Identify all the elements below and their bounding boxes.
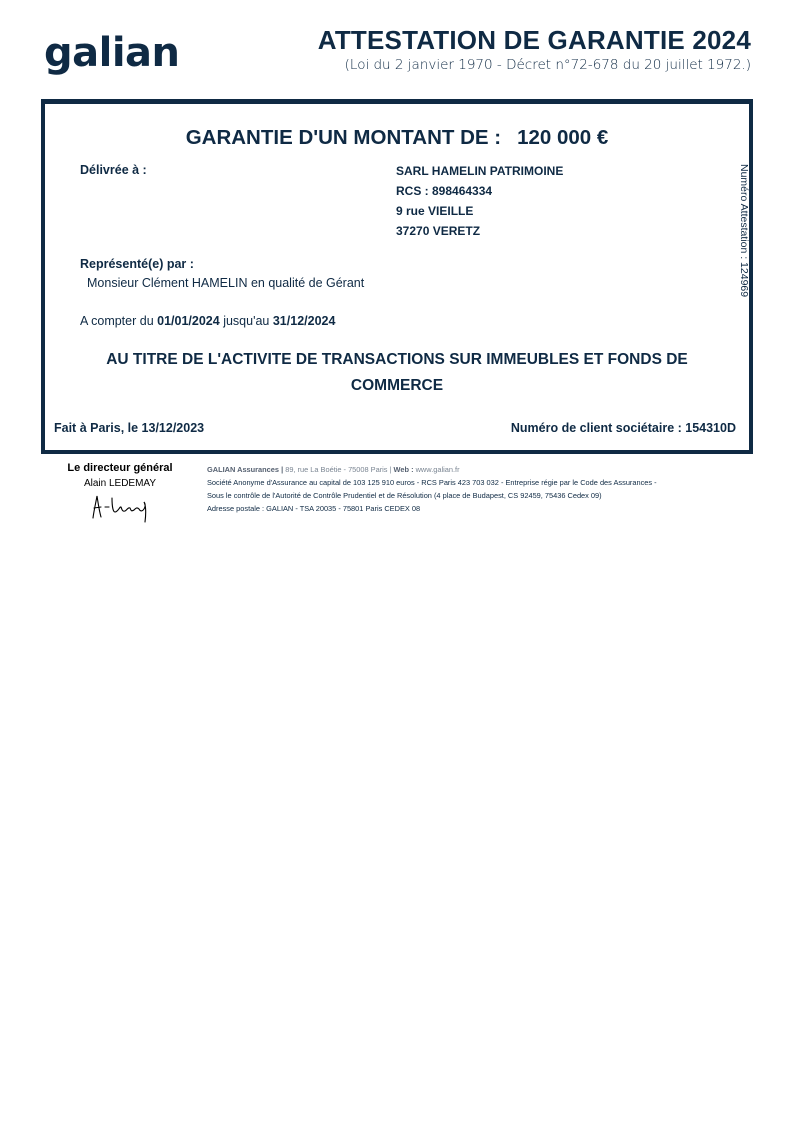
legal-address: 89, rue La Boétie - 75008 Paris |: [285, 465, 392, 474]
legal-line-1: [207, 463, 755, 476]
legal-web-link[interactable]: www.galian.fr: [415, 465, 460, 474]
legal-web-label: Web :: [393, 465, 414, 474]
legal-mentions: [207, 463, 755, 515]
amount-value: 120 000 €: [517, 126, 609, 149]
legal-line-3: Sous le contrôle de l'Autorité de Contrôle Prudentiel et de Résolution (4 place de Budapest, CS 92459, 75436 Cedex 09): [207, 491, 602, 500]
legal-company: GALIAN Assurances |: [207, 465, 284, 474]
galian-logo: [44, 30, 178, 82]
amount-label: GARANTIE D'UN MONTANT DE :: [185, 126, 502, 149]
document-subtitle: (Loi du 2 janvier 1970 - Décret n°72-678 du 20 juillet 1972.): [344, 57, 751, 73]
logo-wordmark: galian: [44, 30, 180, 76]
company-name: SARL HAMELIN PATRIMOINE: [396, 164, 564, 178]
period-end: 31/12/2024: [272, 314, 336, 328]
attestation-number: Numéro Attestation : 124969: [738, 164, 750, 298]
signatory-name: Alain LEDEMAY: [83, 478, 157, 489]
company-street: 9 rue VIEILLE: [396, 204, 474, 218]
activity-title: AU TITRE DE L'ACTIVITE DE TRANSACTIONS SUR IMMEUBLES ET FONDS DE COMMERCE: [106, 351, 688, 394]
validity-period: [80, 314, 335, 328]
legal-line-2: Société Anonyme d'Assurance au capital de 103 125 910 euros - RCS Paris 423 703 032 - Entreprise régie par le Code des Assurances -: [207, 478, 657, 487]
period-middle: jusqu'au: [223, 314, 270, 328]
document-title: ATTESTATION DE GARANTIE 2024: [317, 25, 751, 55]
company-city: 37270 VERETZ: [396, 224, 481, 238]
signatory-title: Le directeur général: [67, 462, 173, 474]
company-rcs: RCS : 898464334: [396, 184, 493, 198]
place-date: Fait à Paris, le 13/12/2023: [54, 421, 205, 435]
guarantee-frame: [41, 99, 753, 454]
client-number: Numéro de client sociétaire : 154310D: [510, 421, 736, 435]
period-prefix: A compter du: [80, 314, 154, 328]
represented-by-label: Représenté(e) par :: [80, 257, 194, 271]
signature-block: [60, 462, 180, 524]
legal-line-4: Adresse postale : GALIAN - TSA 20035 - 75801 Paris CEDEX 08: [207, 504, 421, 513]
guarantee-amount-line: [45, 126, 749, 150]
representative-name: Monsieur Clément HAMELIN en qualité de Gérant: [87, 276, 365, 290]
handwritten-signature: [88, 490, 152, 524]
period-start: 01/01/2024: [157, 314, 220, 328]
issued-to-label: Délivrée à :: [80, 163, 147, 177]
attestation-number-vertical: [736, 164, 750, 314]
